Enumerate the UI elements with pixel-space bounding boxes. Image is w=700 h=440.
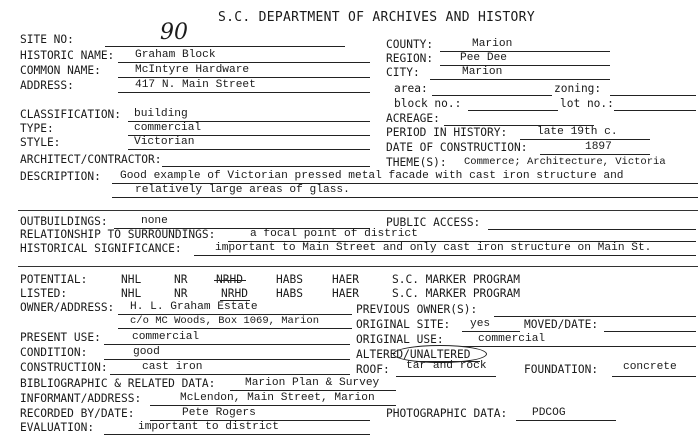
address-field-line bbox=[118, 92, 370, 93]
block-no-field-line bbox=[468, 110, 558, 111]
potential-haer: HAER bbox=[332, 273, 359, 286]
date-construction-value: 1897 bbox=[585, 141, 612, 153]
foundation-field-line bbox=[612, 376, 696, 377]
zoning-label: zoning: bbox=[554, 82, 602, 95]
altered-label: ALTERED/UNALTERED bbox=[356, 348, 471, 361]
condition-field-line bbox=[104, 359, 350, 360]
evaluation-value: important to district bbox=[138, 421, 279, 433]
foundation-value: concrete bbox=[623, 361, 677, 373]
description-label: DESCRIPTION: bbox=[20, 170, 101, 183]
style-value: Victorian bbox=[134, 136, 195, 148]
original-use-label: ORIGINAL USE: bbox=[356, 333, 444, 346]
significance-value: important to Main Street and only cast iron structure on Main St. bbox=[215, 242, 652, 254]
listed-nhl: NHL bbox=[121, 287, 142, 300]
historic-name-field-line bbox=[118, 62, 370, 63]
roof-value: tar and rock bbox=[406, 360, 487, 372]
moved-date-field-line bbox=[604, 331, 696, 332]
potential-nrhd-strike bbox=[214, 280, 246, 281]
bibliographic-label: BIBLIOGRAPHIC & RELATED DATA: bbox=[20, 377, 216, 390]
original-site-label: ORIGINAL SITE: bbox=[356, 318, 451, 331]
significance-label: HISTORICAL SIGNIFICANCE: bbox=[20, 242, 182, 255]
condition-value: good bbox=[133, 346, 160, 358]
description-field-line-2 bbox=[112, 197, 698, 198]
form-title: S.C. DEPARTMENT OF ARCHIVES AND HISTORY bbox=[218, 10, 535, 25]
relationship-value: a focal point of district bbox=[250, 228, 418, 240]
evaluation-label: EVALUATION: bbox=[20, 421, 95, 434]
recorded-by-value: Pete Rogers bbox=[182, 407, 256, 419]
construction-value: cast iron bbox=[142, 361, 203, 373]
site-no-label: SITE NO: bbox=[20, 33, 74, 46]
region-label: REGION: bbox=[386, 52, 434, 65]
photographic-label: PHOTOGRAPHIC DATA: bbox=[386, 407, 508, 420]
date-construction-label: DATE OF CONSTRUCTION: bbox=[386, 141, 528, 154]
previous-owners-label: PREVIOUS OWNER(S): bbox=[356, 303, 478, 316]
listed-nr: NR bbox=[174, 287, 188, 300]
potential-habs: HABS bbox=[276, 273, 303, 286]
architect-label: ARCHITECT/CONTRACTOR: bbox=[20, 153, 162, 166]
potential-label: POTENTIAL: bbox=[20, 273, 88, 286]
listed-haer: HAER bbox=[332, 287, 359, 300]
county-label: COUNTY: bbox=[386, 38, 434, 51]
owner-field-line-2 bbox=[118, 328, 352, 329]
owner-line-2: c/o MC Woods, Box 1069, Marion bbox=[130, 315, 320, 327]
bibliographic-field-line bbox=[230, 390, 396, 391]
original-site-field-line bbox=[462, 331, 520, 332]
period-field-line bbox=[520, 139, 650, 140]
potential-nrhd: NRHD bbox=[216, 273, 243, 286]
city-field-line bbox=[430, 79, 610, 80]
potential-nhl: NHL bbox=[121, 273, 142, 286]
address-label: ADDRESS: bbox=[20, 79, 74, 92]
area-label: area: bbox=[394, 82, 428, 95]
lot-no-label: lot no.: bbox=[560, 97, 614, 110]
site-no-value: 90 bbox=[160, 20, 188, 45]
period-value: late 19th c. bbox=[537, 126, 618, 138]
present-use-label: PRESENT USE: bbox=[20, 331, 101, 344]
themes-value: Commerce; Architecture, Victoria bbox=[464, 156, 666, 168]
lot-no-field-line bbox=[614, 110, 696, 111]
foundation-label: FOUNDATION: bbox=[524, 363, 599, 376]
classification-value: building bbox=[134, 108, 188, 120]
county-value: Marion bbox=[472, 38, 513, 50]
original-site-value: yes bbox=[470, 318, 491, 330]
listed-label: LISTED: bbox=[20, 287, 68, 300]
address-value: 417 N. Main Street bbox=[135, 79, 256, 91]
architect-field-line bbox=[162, 166, 370, 167]
bibliographic-value: Marion Plan & Survey bbox=[245, 377, 380, 389]
roof-label: ROOF: bbox=[356, 363, 390, 376]
zoning-field-line bbox=[610, 95, 696, 96]
recorded-by-label: RECORDED BY/DATE: bbox=[20, 407, 135, 420]
common-name-field-line bbox=[118, 77, 370, 78]
potential-nr: NR bbox=[174, 273, 188, 286]
owner-label: OWNER/ADDRESS: bbox=[20, 301, 115, 314]
photographic-field-line bbox=[516, 420, 616, 421]
listed-nrhd: NRHD bbox=[221, 287, 248, 300]
listed-marker-program: S.C. MARKER PROGRAM bbox=[392, 287, 520, 300]
evaluation-field-line bbox=[104, 434, 370, 435]
public-access-label: PUBLIC ACCESS: bbox=[386, 216, 481, 229]
city-label: CITY: bbox=[386, 66, 420, 79]
region-value: Pee Dee bbox=[460, 52, 507, 64]
type-value: commercial bbox=[134, 122, 202, 134]
owner-line-1: H. L. Graham Estate bbox=[130, 301, 258, 313]
public-access-field-line bbox=[488, 229, 696, 230]
relationship-label: RELATIONSHIP TO SURROUNDINGS: bbox=[20, 228, 216, 241]
acreage-label: ACREAGE: bbox=[386, 112, 440, 125]
section-divider-1 bbox=[18, 210, 698, 211]
city-value: Marion bbox=[462, 66, 503, 78]
original-use-value: commercial bbox=[478, 333, 546, 345]
section-divider-2 bbox=[18, 266, 698, 267]
themes-label: THEME(S): bbox=[386, 156, 447, 169]
present-use-field-line bbox=[104, 344, 350, 345]
classification-label: CLASSIFICATION: bbox=[20, 108, 122, 121]
style-field-line bbox=[128, 149, 370, 150]
present-use-value: commercial bbox=[132, 331, 200, 343]
construction-field-line bbox=[110, 374, 350, 375]
block-no-label: block no.: bbox=[394, 97, 462, 110]
previous-owners-field-line bbox=[494, 316, 696, 317]
original-use-field-line bbox=[462, 346, 696, 347]
roof-field-line bbox=[396, 376, 496, 377]
site-no-field-line bbox=[105, 46, 345, 47]
potential-marker-program: S.C. MARKER PROGRAM bbox=[392, 273, 520, 286]
condition-label: CONDITION: bbox=[20, 346, 88, 359]
historic-name-label: HISTORIC NAME: bbox=[20, 49, 115, 62]
photographic-value: PDCOG bbox=[532, 407, 566, 419]
informant-label: INFORMANT/ADDRESS: bbox=[20, 392, 142, 405]
significance-field-line bbox=[194, 255, 696, 256]
moved-date-label: MOVED/DATE: bbox=[524, 318, 599, 331]
common-name-value: McIntyre Hardware bbox=[135, 64, 250, 76]
date-construction-field-line bbox=[540, 154, 650, 155]
informant-field-line bbox=[150, 405, 396, 406]
outbuildings-label: OUTBUILDINGS: bbox=[20, 215, 108, 228]
period-label: PERIOD IN HISTORY: bbox=[386, 126, 508, 139]
informant-value: McLendon, Main Street, Marion bbox=[180, 392, 375, 404]
listed-habs: HABS bbox=[276, 287, 303, 300]
description-line-2: relatively large areas of glass. bbox=[135, 184, 350, 196]
historic-name-value: Graham Block bbox=[135, 49, 216, 61]
description-line-1: Good example of Victorian pressed metal facade with cast iron structure and bbox=[120, 170, 624, 182]
common-name-label: COMMON NAME: bbox=[20, 64, 101, 77]
type-label: TYPE: bbox=[20, 122, 54, 135]
construction-label: CONSTRUCTION: bbox=[20, 361, 108, 374]
area-field-line bbox=[432, 95, 552, 96]
style-label: STYLE: bbox=[20, 136, 61, 149]
outbuildings-value: none bbox=[141, 215, 168, 227]
